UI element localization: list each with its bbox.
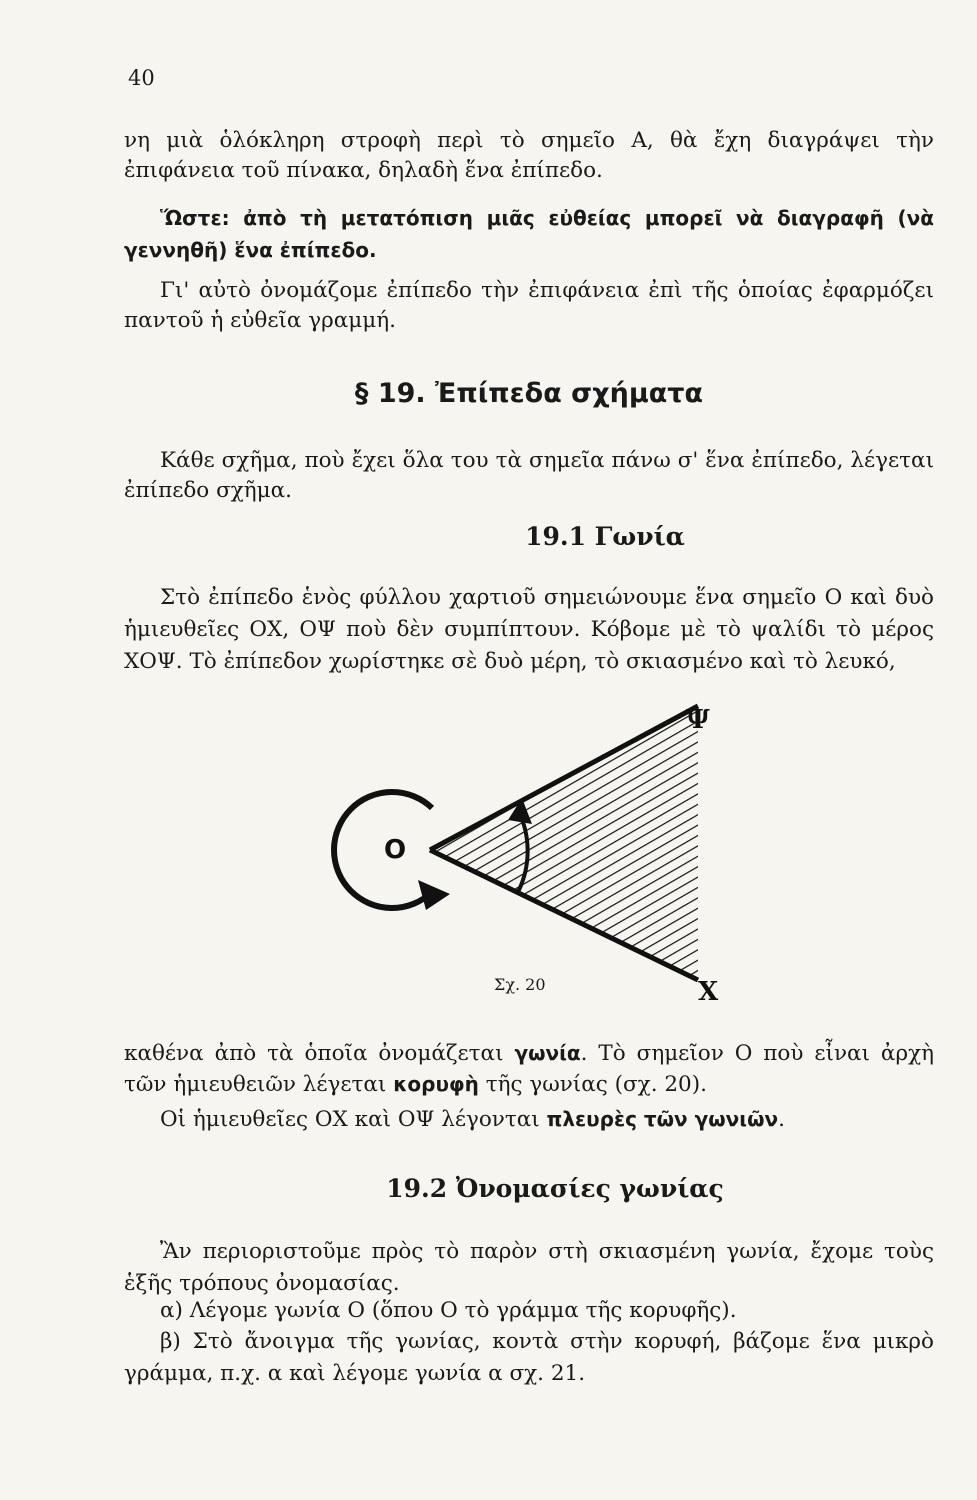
subsection-heading-naming: 19.2 Ὀνομασίες γωνίας bbox=[386, 1174, 724, 1203]
term-angle: γωνία bbox=[514, 1041, 581, 1065]
plane-figure-definition: Κάθε σχῆμα, ποὺ ἔχει ὅλα του τὰ σημεῖα πάνω σ' ἕνα ἐπίπεδο, λέγεται ἐπίπεδο σχῆμα. bbox=[124, 448, 934, 503]
subsection-heading-angle: 19.1 Γωνία bbox=[525, 522, 685, 551]
outer-arc-arrowhead bbox=[418, 880, 450, 910]
text-segment: τῆς γωνίας (σχ. 20). bbox=[478, 1072, 707, 1097]
text-segment: Οἱ ἡμιευθεῖες ΟΧ καὶ ΟΨ λέγονται bbox=[160, 1107, 547, 1132]
sides-definition-paragraph bbox=[124, 1104, 934, 1135]
text-segment: . Τὸ σημεῖον Ο ποὺ εἶναι ἀρχὴ τῶν ἡμιευθειῶν λέγεται bbox=[124, 1041, 934, 1097]
naming-method-b: β) Στὸ ἄνοιγμα τῆς γωνίας, κοντὰ στὴν κορυφή, βάζομε ἕνα μικρὸ γράμμα, π.χ. α καὶ λέγομε γωνία α σχ. 21. bbox=[124, 1329, 934, 1386]
label-x: Χ bbox=[698, 977, 719, 1007]
angle-definition-paragraph bbox=[124, 1038, 934, 1100]
page-number: 40 bbox=[128, 66, 155, 90]
angle-construction-paragraph: Στὸ ἐπίπεδο ἑνὸς φύλλου χαρτιοῦ σημειώνουμε ἕνα σημεῖο Ο καὶ δυὸ ἡμιευθεῖες ΟΧ, ΟΨ ποὺ δὲν συμπίπτουν. Κόβομε μὲ τὸ ψαλίδι τὸ μέρος ΧΟΨ. Τὸ ἐπίπεδον χωρίστηκε σὲ δυὸ μέρη, τὸ σκιασμένο καὶ τὸ λευκό, bbox=[124, 585, 934, 674]
text-segment: καθένα ἀπὸ τὰ ὁποῖα ὀνομάζεται bbox=[124, 1041, 515, 1066]
section-heading: § 19. Ἐπίπεδα σχήματα bbox=[354, 378, 704, 409]
label-psi: Ψ bbox=[686, 705, 710, 735]
angle-diagram bbox=[300, 680, 780, 1010]
shaded-angle-region bbox=[430, 706, 698, 980]
text-segment: . bbox=[778, 1107, 785, 1132]
paragraph-continuation: νη μιὰ ὁλόκληρη στροφὴ περὶ τὸ σημεῖο Α, θὰ ἔχη διαγράψει τὴν ἐπιφάνεια τοῦ πίνακα, δηλαδὴ ἕνα ἐπίπεδο. bbox=[124, 128, 934, 183]
term-vertex: κορυφὴ bbox=[393, 1072, 479, 1096]
conclusion-statement: Ὥστε: ἀπὸ τὴ μετατόπιση μιᾶς εὐθείας μπορεῖ νὰ διαγραφῆ (νὰ γεννηθῆ) ἕνα ἐπίπεδο. bbox=[124, 206, 934, 262]
naming-intro-paragraph: Ἂν περιοριστοῦμε πρὸς τὸ παρὸν στὴ σκιασμένη γωνία, ἔχομε τοὺς ἑξῆς τρόπους ὀνομασίας. bbox=[124, 1239, 934, 1296]
outer-rotation-arc bbox=[334, 792, 432, 908]
naming-method-a: α) Λέγομε γωνία Ο (ὅπου Ο τὸ γράμμα τῆς κορυφῆς). bbox=[160, 1298, 737, 1323]
term-sides: πλευρὲς τῶν γωνιῶν bbox=[546, 1107, 779, 1131]
angle-figure bbox=[300, 680, 780, 1014]
vertex-label: Ο bbox=[384, 835, 407, 865]
plane-definition: Γι' αὐτὸ ὀνομάζομε ἐπίπεδο τὴν ἐπιφάνεια ἐπὶ τῆς ὁποίας ἐφαρμόζει παντοῦ ἡ εὐθεῖα γραμμή. bbox=[124, 278, 934, 333]
figure-caption: Σχ. 20 bbox=[494, 975, 546, 994]
